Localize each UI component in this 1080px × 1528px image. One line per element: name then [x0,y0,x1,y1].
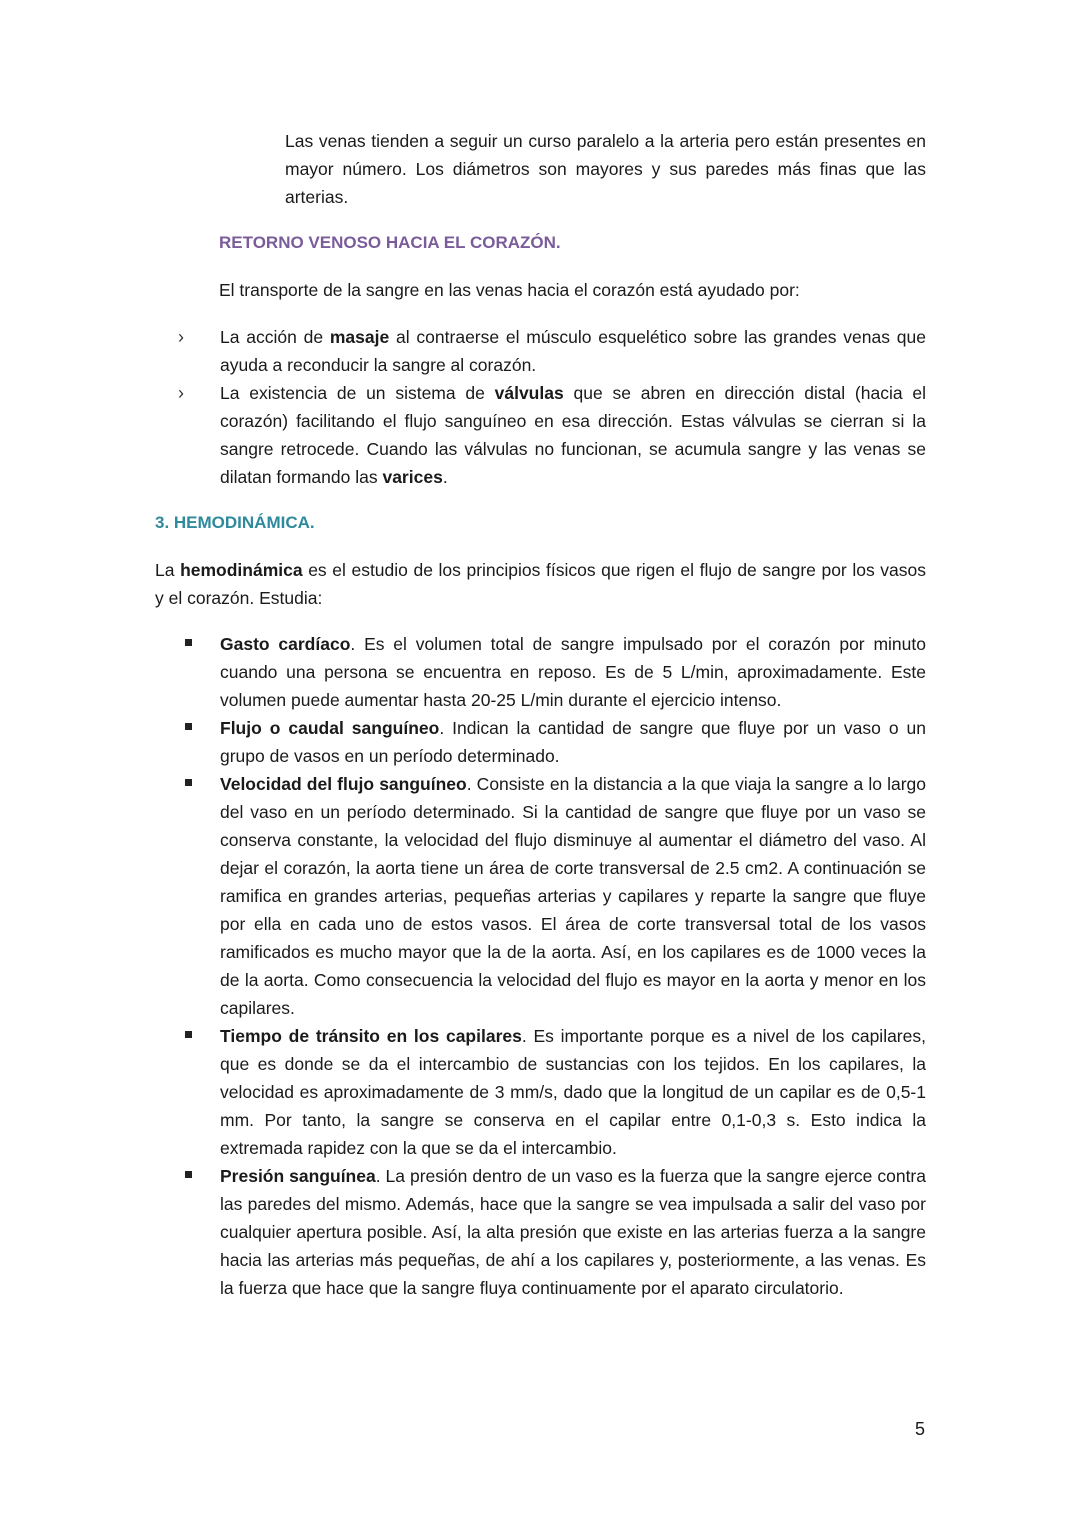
intro-paragraph: Las venas tienden a seguir un curso paralelo a la arteria pero están presentes en mayor número. Los diámetros son mayores y sus paredes más finas que las arterias. [285,131,926,207]
list-item: Gasto cardíaco. Es el volumen total de sangre impulsado por el corazón por minuto cuando una persona se encuentra en reposo. Es de 5 L/min, aproximadamente. Este volumen puede aumentar hasta 20-25 L/min durante el ejercicio intenso. [220,634,926,710]
retorno-heading: RETORNO VENOSO HACIA EL CORAZÓN. [219,233,561,252]
square-bullet-icon [185,779,192,786]
list-item: Presión sanguínea. La presión dentro de un vaso es la fuerza que la sangre ejerce contra las paredes del mismo. Además, hace que la sangre se vea impulsada a salir del vaso por cualquier apertura posible. Así, la alta presión que existe en las arterias fuerza a la sangre hacia las arterias más pequeñas, de ahí a los capilares y, posteriormente, a las venas. Es la fuerza que hace que la sangre fluya continuamente por el aparato circulatorio. [220,1166,926,1298]
square-bullet-icon [185,1031,192,1038]
arrow-bullet-1: › [178,327,184,347]
square-bullet-icon [185,1171,192,1178]
list-item: Flujo o caudal sanguíneo. Indican la cantidad de sangre que fluye por un vaso o un grupo de vasos en un período determinado. [220,718,926,766]
arrow-bullet-2: › [178,383,184,403]
hemo-paragraph: La hemodinámica es el estudio de los principios físicos que rigen el flujo de sangre por los vasos y el corazón. Estudia: [155,560,927,608]
square-bullet-icon [185,639,192,646]
list-item: La existencia de un sistema de válvulas que se abren en dirección distal (hacia el corazón) facilitando el flujo sanguíneo en esa dirección. Estas válvulas se cierran si la sangre retrocede. Cuando las válvulas no funcionan, se acumula sangre y las venas se dilatan formando las varices. [220,383,926,487]
page-number: 5 [914,1419,925,1439]
retorno-intro: El transporte de la sangre en las venas hacia el corazón está ayudado por: [219,280,800,300]
square-bullet-icon [185,723,192,730]
list-item: Velocidad del flujo sanguíneo. Consiste en la distancia a la que viaja la sangre a lo largo del vaso en un período determinado. Si la cantidad de sangre que fluye por un vaso se conserva constante, la velocidad del flujo disminuye al aumentar el diámetro del vaso. Al dejar el corazón, la aorta tiene un área de corte transversal de 2.5 cm2. A continuación se ramifica en grandes arterias, pequeñas arterias y capilares y reparte la sangre que fluye por ella en cada uno de estos vasos. El área de corte transversal total de los vasos ramificados es mucho mayor que la de la aorta. Así, en los capilares es de 1000 veces la de la aorta. Como consecuencia la velocidad del flujo es mayor en la aorta y menor en los capilares. [220,774,927,1018]
section-heading: 3. HEMODINÁMICA. [155,513,315,532]
list-item: Tiempo de tránsito en los capilares. Es importante porque es a nivel de los capilares, que es donde se da el intercambio de sustancias con los tejidos. En los capilares, la velocidad es aproximadamente de 3 mm/s, dado que la longitud de un capilar es de 0,5-1 mm. Por tanto, la sangre se conserva en el capilar entre 0,1-0,3 s. Esto indica la extremada rapidez con la que se da el intercambio. [220,1026,926,1158]
list-item: La acción de masaje al contraerse el músculo esquelético sobre las grandes venas que ayuda a reconducir la sangre al corazón. [220,327,926,375]
